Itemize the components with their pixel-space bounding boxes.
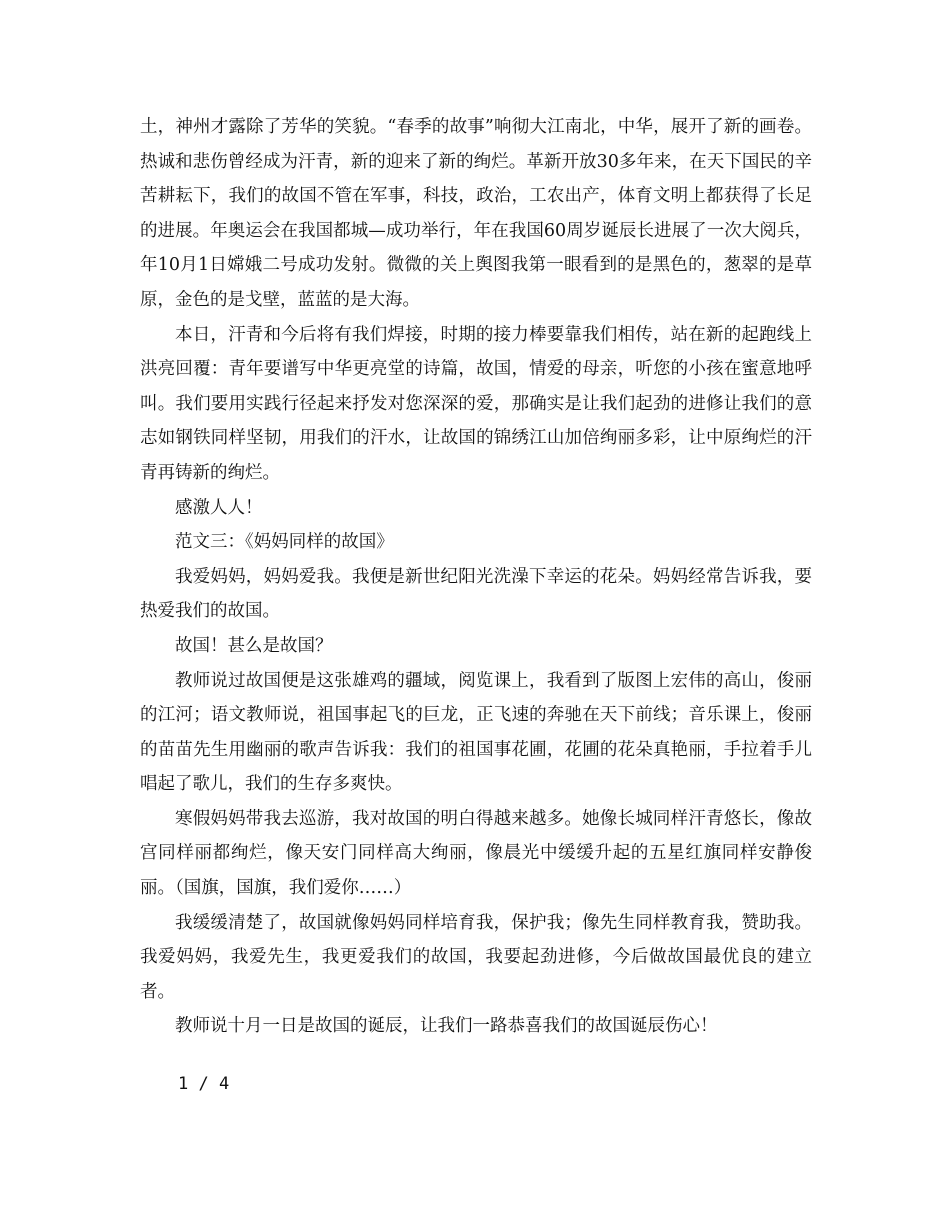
paragraph-5: 我爱妈妈，妈妈爱我。我便是新世纪阳光洗澡下幸运的花朵。妈妈经常告诉我，要热爱我们的故国。 xyxy=(140,566,812,622)
paragraph-7: 教师说过故国便是这张雄鸡的疆域，阅览课上，我看到了版图上宏伟的高山，俊丽的江河；语文教师说，祖国事起飞的巨龙，正飞速的奔驰在天下前线；音乐课上，俊丽的苗苗先生用幽丽的歌声告诉我：我们的祖国事花圃，花圃的花朵真艳丽，手拉着手儿唱起了歌儿，我们的生存多爽快。 xyxy=(140,670,812,795)
essay-heading: 范文三：《妈妈同样的故国》 xyxy=(175,532,394,553)
page-number: 1 / 4 xyxy=(178,1074,230,1094)
paragraph-2: 本日，汗青和今后将有我们焊接，时期的接力棒要靠我们相传，站在新的起跑线上洪亮回覆：青年要谱写中华更亮堂的诗篇，故国，情爱的母亲，听您的小孩在蜜意地呼叫。我们要用实践行径起来抒发对您深深的爱，那确实是让我们起劲的进修让我们的意志如钢铁同样坚韧，用我们的汗水，让故国的锦绣江山加倍绚丽多彩，让中原绚烂的汗青再铸新的绚烂。 xyxy=(140,324,812,483)
paragraph-3: 感激人人！ xyxy=(175,497,263,518)
paragraph-1: 土，神州才露除了芳华的笑貌。“春季的故事”响彻大江南北，中华，展开了新的画卷。热诚和悲伤曾经成为汗青，新的迎来了新的绚烂。革新开放30多年来，在天下国民的辛苦耕耘下，我们的故国不管在军事，科技，政治，工农出产，体育文明上都获得了长足的进展。年奥运会在我国都城—成功举行，年在我国60周岁诞辰长进展了一次大阅兵，年10月1日嫦娥二号成功发射。微微的关上舆图我第一眼看到的是黑色的，葱翠的是草原，金色的是戈壁，蓝蓝的是大海。 xyxy=(140,117,812,310)
paragraph-8: 寒假妈妈带我去巡游，我对故国的明白得越来越多。她像长城同样汗青悠长，像故宫同样丽都绚烂，像天安门同样高大绚丽，像晨光中缓缓升起的五星红旗同样安静俊丽。（国旗，国旗，我们爱你……） xyxy=(140,808,812,899)
paragraph-6: 故国！甚么是故国？ xyxy=(175,635,333,656)
paragraph-10: 教师说十月一日是故国的诞辰，让我们一路恭喜我们的故国诞辰伤心！ xyxy=(175,1016,718,1037)
paragraph-9: 我缓缓清楚了，故国就像妈妈同样培育我，保护我；像先生同样教育我，赞助我。我爱妈妈，我爱先生，我更爱我们的故国，我要起劲进修，今后做故国最优良的建立者。 xyxy=(140,912,812,1002)
document-body xyxy=(140,110,812,1044)
